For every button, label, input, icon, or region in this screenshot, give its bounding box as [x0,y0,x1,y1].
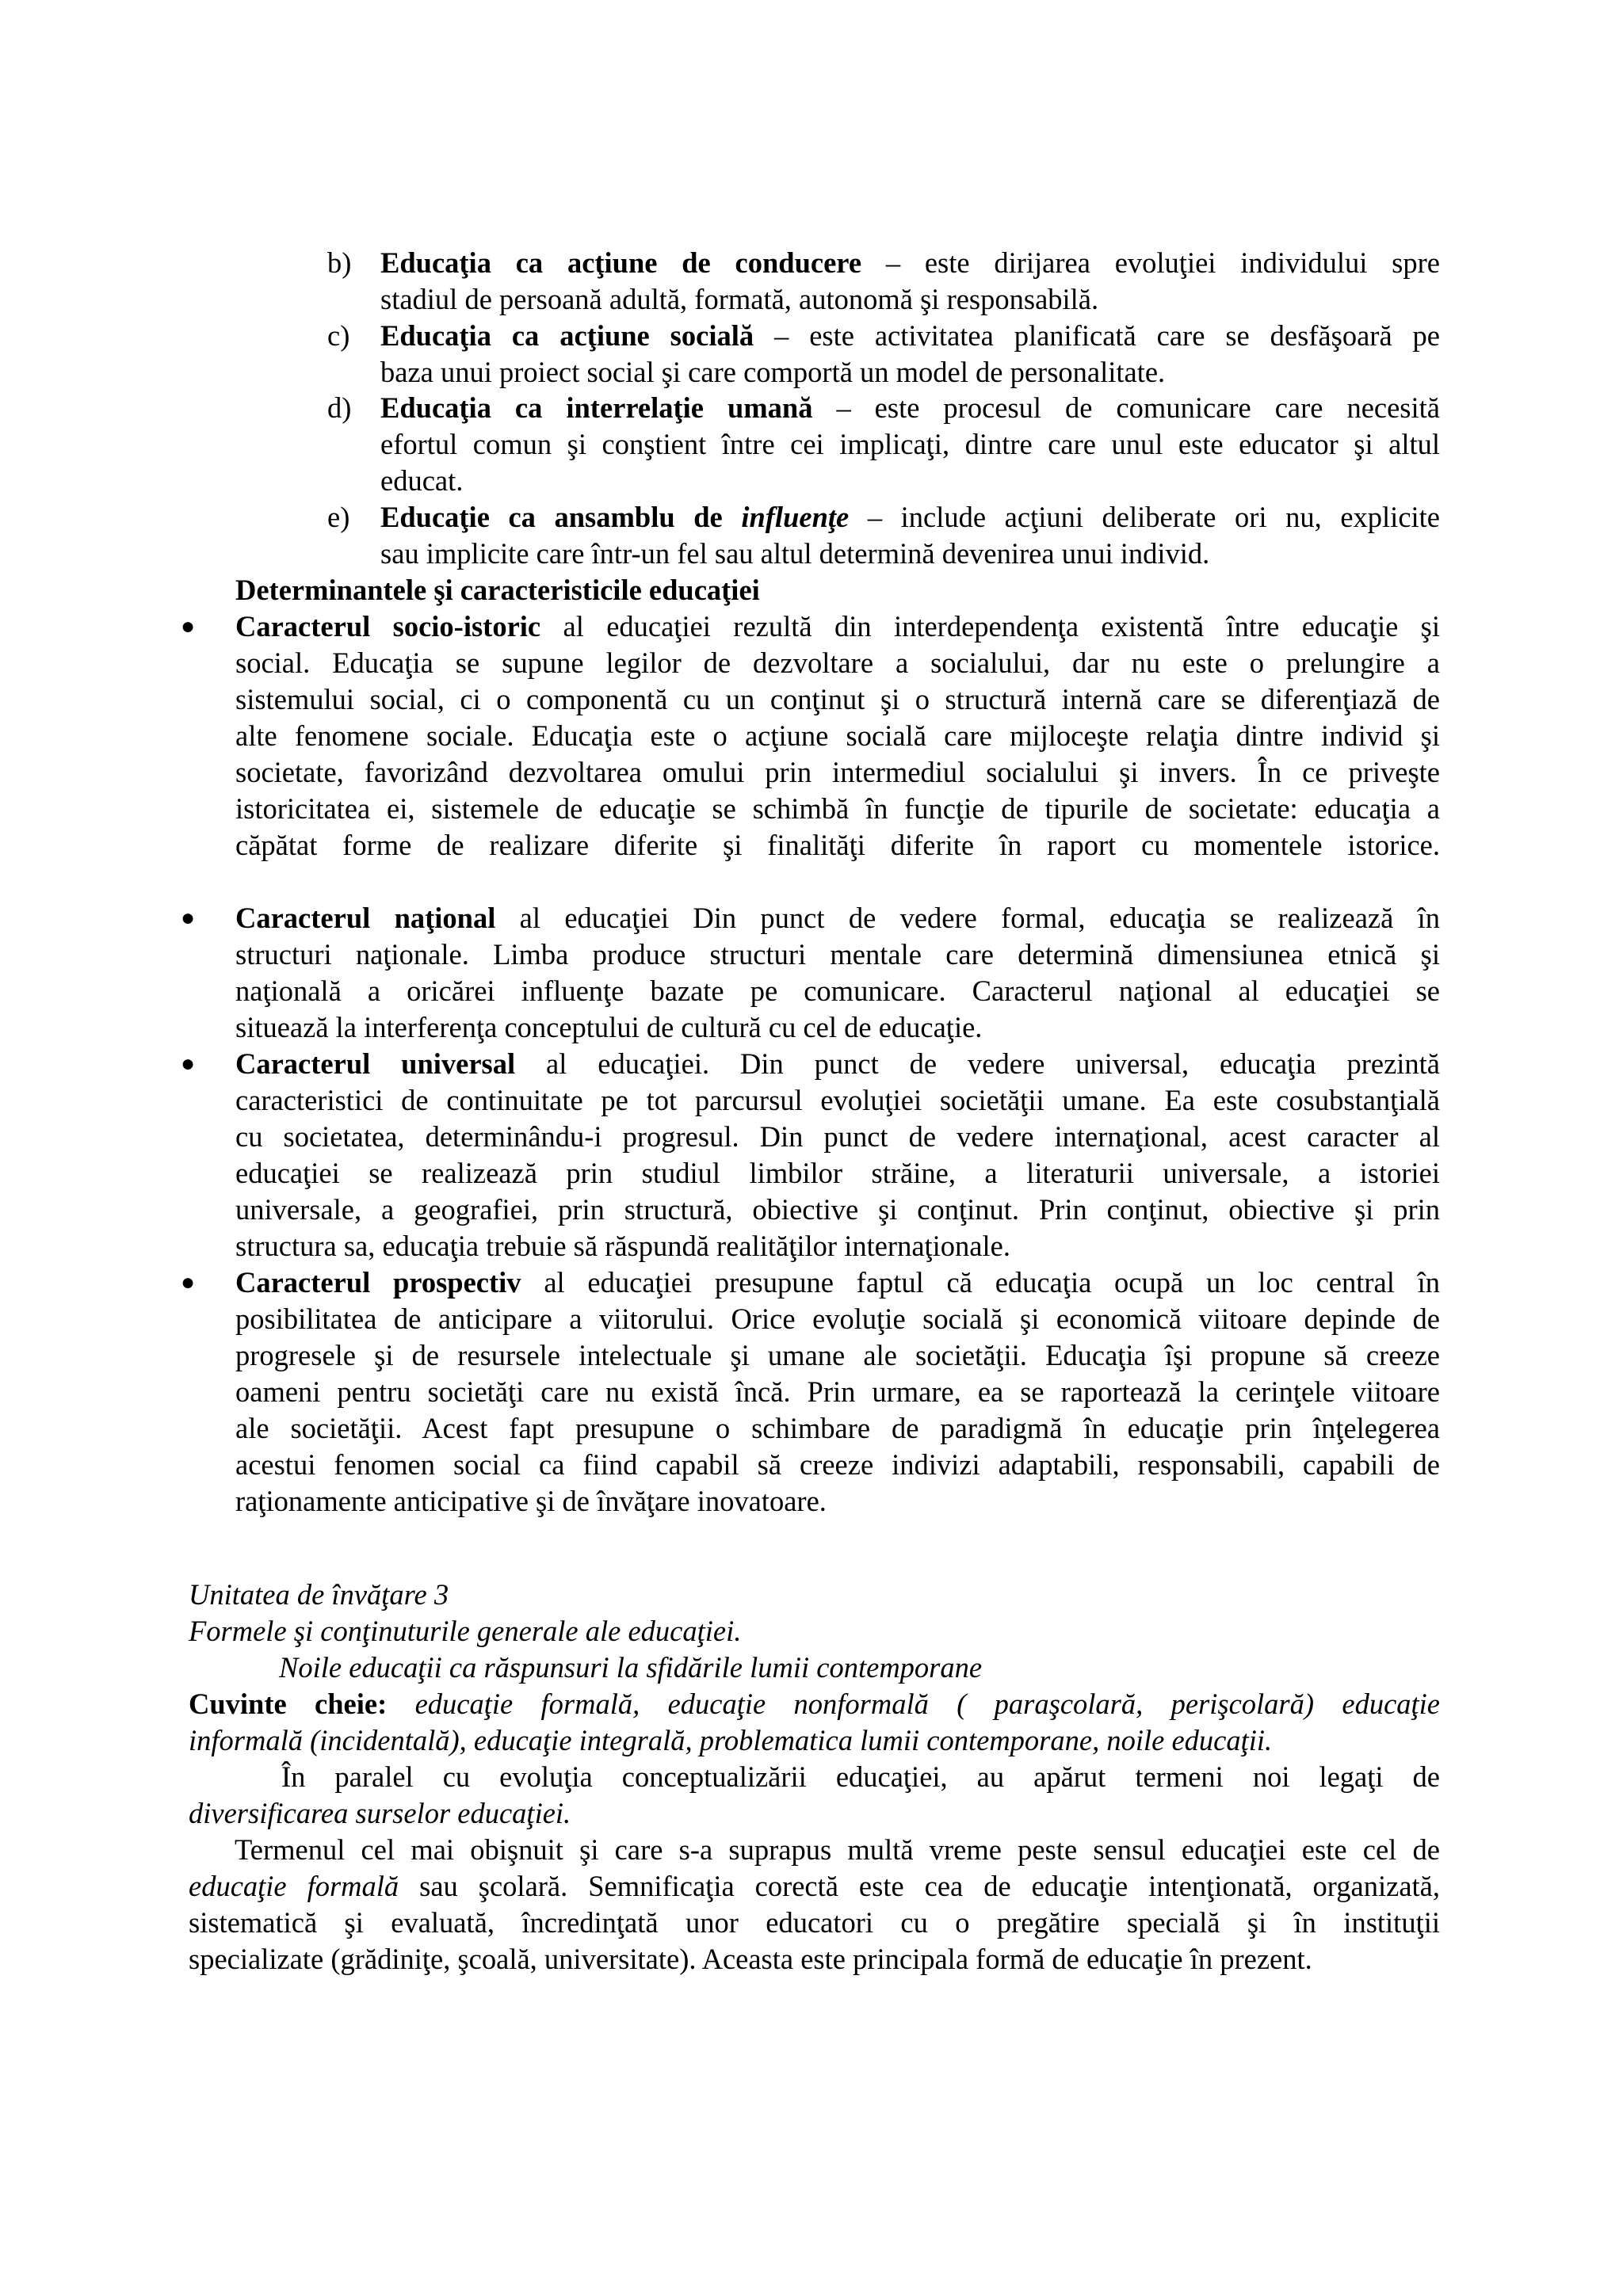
bullet-icon: ● [181,1269,196,1295]
unit-subtitle: Formele şi conţinuturile generale ale educaţiei. [189,1615,742,1647]
bullet-line: Caracterul universal al educaţiei. Din punct de vedere universal, educaţia prezintă [235,1047,1440,1080]
bullet-line: Caracterul socio-istoric al educaţiei rezultă din interdependenţa existentă între educaţie şi [235,610,1441,643]
section-heading: Determinantele şi caracteristicile educaţiei [235,574,760,606]
bullet-line: sistemului social, ci o componentă cu un conţinut şi o structură internă care se diferenţiază de [235,683,1440,715]
list-line: educat. [380,464,464,497]
bullet-icon: ● [181,613,196,639]
bullet-line: raţionamente anticipative şi de învăţare inovatoare. [235,1485,827,1517]
list-label: b) [327,246,352,279]
bullet-line: situează la interferenţa conceptului de cultură cu cel de educaţie. [235,1011,983,1043]
bullet-line: naţională a oricărei influenţe bazate pe comunicare. Caracterul naţional al educaţiei se [235,974,1440,1007]
list-label: d) [327,391,352,424]
bullet-line: universale, a geografiei, prin structură, obiective şi conţinut. Prin conţinut, obiective şi prin [235,1193,1440,1226]
keywords-line: Cuvinte cheie: educaţie formală, educaţie nonformală ( paraşcolară, perişcolară) educaţie [189,1688,1440,1720]
list-line: Educaţia ca interrelaţie umană – este procesul de comunicare care necesită [380,391,1440,424]
keywords-line: informală (incidentală), educaţie integrală, problematica lumii contemporane, noile educaţii. [189,1724,1273,1756]
list-label: e) [327,501,350,533]
bullet-line: posibilitatea de anticipare a viitorului. Orice evoluţie socială şi economică viitoare depinde de [235,1302,1440,1335]
bullet-line: alte fenomene sociale. Educaţia este o acţiune socială care mijloceşte relaţia dintre individ şi [235,719,1440,752]
list-line: sau implicite care într-un fel sau altul determină devenirea unui individ. [380,537,1210,570]
paragraph-line: specializate (grădiniţe, şcoală, universitate). Aceasta este principala formă de educaţie în prezent. [189,1943,1312,1975]
bullet-line: acestui fenomen social ca fiind capabil să creeze indivizi adaptabili, responsabili, capabili de [235,1448,1440,1481]
list-label: c) [327,319,350,352]
bullet-line: progresele şi de resursele intelectuale şi umane ale societăţii. Educaţia îşi propune să creeze [235,1339,1440,1371]
bullet-line: ale societăţii. Acest fapt presupune o schimbare de paradigmă în educaţie prin înţelegerea [235,1412,1440,1444]
list-line: baza unui proiect social şi care comportă un model de personalitate. [380,356,1166,388]
list-line: Educaţia ca acţiune socială – este activitatea planificată care se desfăşoară pe [380,319,1441,352]
bullet-icon: ● [181,905,196,931]
list-line: Educaţia ca acţiune de conducere – este dirijarea evoluţiei individului spre [380,246,1440,279]
bullet-line: caracteristici de continuitate pe tot parcursul evoluţiei societăţii umane. Ea este cosubstanţială [235,1084,1440,1116]
bullet-line: structura sa, educaţia trebuie să răspundă realităţilor internaţionale. [235,1230,1010,1262]
paragraph-line: sistematică şi evaluată, încredinţată unor educatori cu o pregătire specială şi în instituţii [189,1906,1440,1939]
bullet-line: Caracterul naţional al educaţiei Din punct de vedere formal, educaţia se realizează în [235,902,1441,934]
bullet-line: educaţiei se realizează prin studiul limbilor străine, a literaturii universale, a istoriei [235,1157,1440,1189]
bullet-line: societate, favorizând dezvoltarea omului prin intermediul socialului şi invers. În ce priveşte [235,756,1440,788]
list-line: Educaţie ca ansamblu de influenţe – include acţiuni deliberate ori nu, explicite [380,501,1441,533]
unit-title: Unitatea de învăţare 3 [189,1578,449,1611]
bullet-line: social. Educaţia se supune legilor de dezvoltare a socialului, dar nu este o prelungire a [235,646,1440,679]
bullet-line: cu societatea, determinându-i progresul. Din punct de vedere internaţional, acest caracter al [235,1120,1440,1153]
bullet-line: Caracterul prospectiv al educaţiei presupune faptul că educaţia ocupă un loc central în [235,1266,1440,1299]
list-line: efortul comun şi conştient între cei implicaţi, dintre care unul este educator şi altul [380,428,1440,460]
bullet-icon: ● [181,1051,196,1077]
paragraph-line: În paralel cu evoluţia conceptualizării educaţiei, au apărut termeni noi legaţi de [281,1760,1440,1793]
paragraph-line: diversificarea surselor educaţiei. [189,1797,571,1829]
list-line: stadiul de persoană adultă, formată, autonomă şi responsabilă. [380,283,1099,315]
bullet-line: istoricitatea ei, sistemele de educaţie se schimbă în funcţie de tipurile de societate: educaţia a [235,792,1440,825]
unit-subtitle: Noile educaţii ca răspunsuri la sfidările lumii contemporane [279,1651,983,1684]
bullet-line: oameni pentru societăţi care nu există încă. Prin urmare, ea se raportează la cerinţele viitoare [235,1375,1440,1408]
bullet-line: căpătat forme de realizare diferite şi finalităţi diferite în raport cu momentele istorice. [235,829,1440,861]
bullet-line: structuri naţionale. Limba produce structuri mentale care determină dimensiunea etnică şi [235,938,1440,971]
paragraph-line: educaţie formală sau şcolară. Semnificaţia corectă este cea de educaţie intenţionată, organizată, [189,1870,1440,1902]
paragraph-line: Termenul cel mai obişnuit şi care s-a suprapus multă vreme peste sensul educaţiei este cel de [235,1833,1440,1866]
